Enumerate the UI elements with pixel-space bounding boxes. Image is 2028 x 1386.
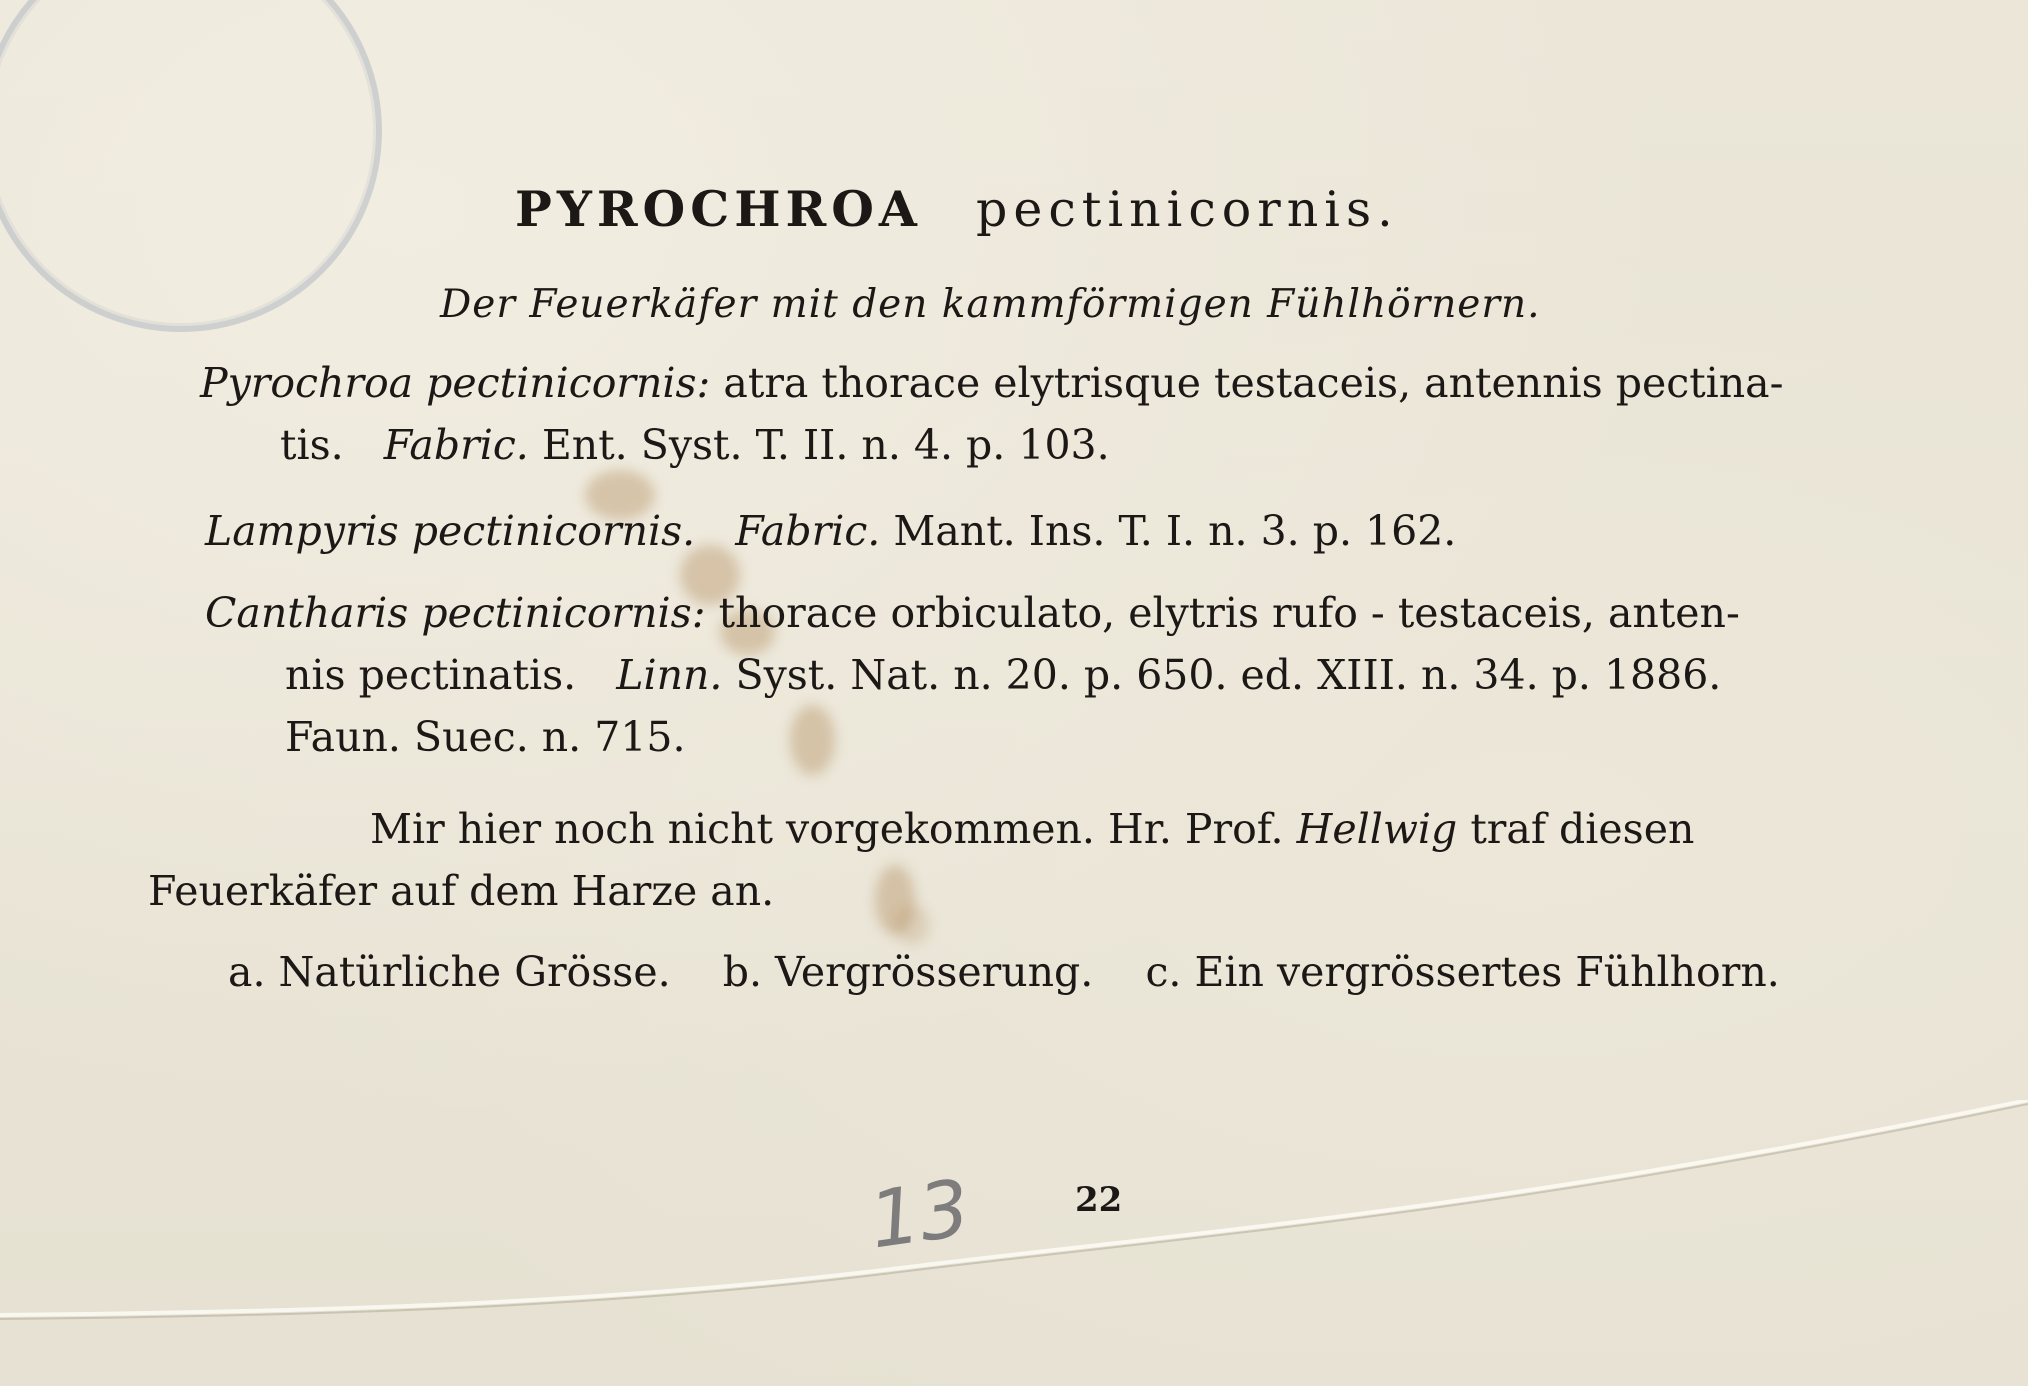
synonym-entry — [205, 500, 1605, 562]
title-genus: PYROCHROA — [515, 180, 922, 238]
remark-text: traf diesen — [1470, 805, 1695, 853]
author-reference: Linn. — [616, 651, 723, 699]
synonym-name: Pyrochroa pectinicornis: — [200, 359, 711, 407]
remark-text: Feuerkäfer auf dem Harze an. — [148, 867, 775, 915]
synonym-reference-line — [200, 414, 1890, 476]
author-reference: Fabric. — [735, 507, 881, 555]
figure-legend: a. Natürliche Grösse. b. Vergrösserung. c. Ein vergrössertes Fühlhorn. — [228, 948, 1780, 996]
plate-number: 22 — [1075, 1180, 1123, 1220]
person-name: Hellwig — [1296, 805, 1458, 853]
synonym-entry — [200, 352, 1890, 476]
synonym-description: thorace orbiculato, elytris rufo - testaceis, anten- — [718, 589, 1740, 637]
pencil-annotation: 13 — [864, 1163, 976, 1267]
reference-text: Syst. Nat. n. 20. p. 650. ed. XIII. n. 34. p. 1886. — [735, 651, 1722, 699]
synonym-name: Lampyris pectinicornis. — [205, 507, 696, 555]
synonym-name: Cantharis pectinicornis: — [205, 589, 706, 637]
reference-text: tis. — [280, 421, 344, 469]
reference-text: Mant. Ins. T. I. n. 3. p. 162. — [893, 507, 1457, 555]
synonym-description: atra thorace elytrisque testaceis, antennis pectina- — [723, 359, 1784, 407]
library-stamp — [0, 0, 382, 332]
subtitle: Der Feuerkäfer mit den kammförmigen Fühlhörnern. — [440, 282, 1541, 327]
title-species: pectinicornis. — [975, 181, 1399, 238]
synonym-entry — [205, 582, 1895, 768]
reference-text: Ent. Syst. T. II. n. 4. p. 103. — [541, 421, 1110, 469]
reference-text: Faun. Suec. n. 715. — [285, 713, 686, 761]
remark-paragraph — [148, 798, 1893, 922]
synonym-reference-line — [205, 644, 1895, 706]
author-reference: Fabric. — [383, 421, 529, 469]
page-title — [515, 180, 1399, 238]
paper-tear-edge — [0, 1100, 2028, 1340]
remark-text: Mir hier noch nicht vorgekommen. Hr. Prof. — [370, 805, 1284, 853]
reference-text: nis pectinatis. — [285, 651, 577, 699]
